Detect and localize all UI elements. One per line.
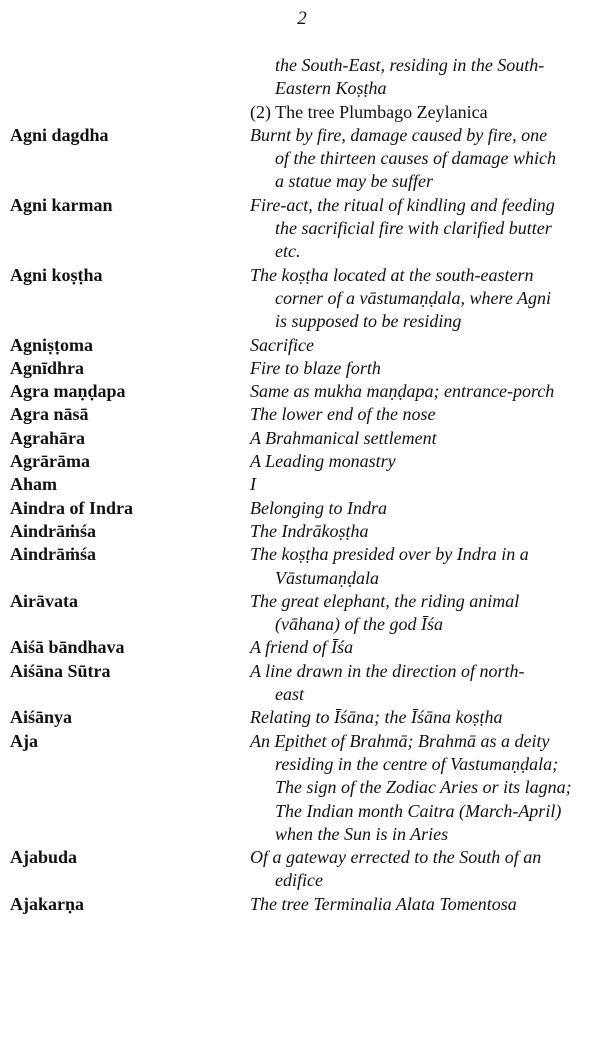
definition-line: Of a gateway errected to the South of an: [250, 847, 542, 868]
definition-line: Fire to blaze forth: [250, 357, 381, 378]
definition-line: A Brahmanical settlement: [250, 427, 437, 448]
glossary-term: Aja: [10, 730, 38, 751]
glossary-definition: [250, 380, 592, 403]
glossary-definition-continuation: [250, 54, 592, 101]
glossary-definition: [250, 403, 592, 426]
glossary-term: Agni dagdha: [10, 124, 109, 145]
glossary-term: Aiśāna Sūtra: [10, 660, 111, 681]
glossary-entry: [10, 334, 592, 357]
glossary-entry: [10, 357, 592, 380]
definition-line: residing in the centre of Vastumaṇḍala;: [275, 753, 559, 774]
glossary-definition: [250, 473, 592, 496]
glossary-entry-sense-2: [10, 101, 592, 124]
definition-line: Fire-act, the ritual of kindling and feeding: [250, 194, 555, 215]
glossary-term: Agniṣṭoma: [10, 334, 94, 355]
glossary-entry: [10, 194, 592, 264]
definition-line: Eastern Koṣṭha: [275, 78, 387, 99]
glossary-term: Aiśā bāndhava: [10, 637, 125, 658]
glossary-entry: [10, 473, 592, 496]
definition-line: of the thirteen causes of damage which: [275, 148, 556, 169]
definition-line: The koṣṭha located at the south-eastern: [250, 264, 534, 285]
glossary-entries: [10, 124, 592, 916]
glossary-definition: [250, 706, 592, 729]
definition-line: Sacrifice: [250, 334, 314, 355]
glossary-term: Agra maṇḍapa: [10, 381, 126, 402]
glossary-term: Agni karman: [10, 194, 113, 215]
glossary-definition: [250, 427, 592, 450]
definition-line: corner of a vāstumaṇḍala, where Agni: [275, 287, 551, 308]
definition-line: An Epithet of Brahmā; Brahmā as a deity: [250, 730, 550, 751]
glossary-entry: [10, 427, 592, 450]
glossary-list: [10, 54, 592, 916]
glossary-entry: [10, 264, 592, 334]
glossary-term: Agnīdhra: [10, 357, 85, 378]
definition-line: Burnt by fire, damage caused by fire, one: [250, 124, 548, 145]
glossary-term: Aindrāṁśa: [10, 520, 97, 541]
definition-line: edifice: [275, 870, 323, 891]
definition-line: The tree Terminalia Alata Tomentosa: [250, 893, 517, 914]
definition-line: The sign of the Zodiac Aries or its lagna;: [275, 777, 572, 798]
glossary-entry: [10, 124, 592, 194]
definition-line: The Indian month Caitra (March-April): [275, 800, 562, 821]
glossary-term: Aham: [10, 474, 58, 495]
definition-line: Relating to Īśāna; the Īśāna koṣṭha: [250, 707, 503, 728]
glossary-entry: [10, 590, 592, 637]
glossary-definition: [250, 893, 592, 916]
glossary-entry: [10, 520, 592, 543]
definition-line: A Leading monastry: [250, 451, 396, 472]
glossary-term: Agrahāra: [10, 427, 85, 448]
glossary-definition: [250, 497, 592, 520]
glossary-entry-continuation: [10, 54, 592, 101]
glossary-definition: [250, 590, 592, 637]
glossary-definition-sense-2: [250, 101, 592, 124]
definition-line: Vāstumaṇḍala: [275, 567, 380, 588]
glossary-entry: [10, 450, 592, 473]
glossary-term: Aindra of Indra: [10, 497, 134, 518]
glossary-entry: [10, 846, 592, 893]
definition-line: The great elephant, the riding animal: [250, 590, 520, 611]
glossary-entry: [10, 660, 592, 707]
glossary-term: Agra nāsā: [10, 404, 89, 425]
definition-line: (vāhana) of the god Īśa: [275, 614, 443, 635]
glossary-entry: [10, 636, 592, 659]
definition-line: The koṣṭha presided over by Indra in a: [250, 544, 529, 565]
glossary-definition: [250, 264, 592, 334]
definition-line: I: [250, 474, 256, 495]
glossary-definition: [250, 846, 592, 893]
definition-line: etc.: [275, 241, 301, 262]
glossary-entry: [10, 543, 592, 590]
glossary-entry: [10, 893, 592, 916]
glossary-definition: [250, 124, 592, 194]
definition-line: east: [275, 684, 304, 705]
definition-line: is supposed to be residing: [275, 311, 462, 332]
glossary-definition: [250, 636, 592, 659]
definition-line: The lower end of the nose: [250, 404, 436, 425]
glossary-term: Agrārāma: [10, 451, 90, 472]
glossary-definition: [250, 334, 592, 357]
glossary-definition: [250, 543, 592, 590]
glossary-definition: [250, 450, 592, 473]
glossary-entry: [10, 380, 592, 403]
definition-line: a statue may be suffer: [275, 171, 433, 192]
glossary-entry: [10, 730, 592, 846]
page-number: 2: [297, 8, 307, 29]
glossary-definition: [250, 520, 592, 543]
definition-line: when the Sun is in Aries: [275, 823, 449, 844]
definition-line: (2) The tree Plumbago Zeylanica: [250, 101, 488, 122]
definition-line: the sacrificial fire with clarified butter: [275, 218, 552, 239]
glossary-term: Aiśānya: [10, 707, 73, 728]
glossary-term: Agni koṣṭha: [10, 264, 103, 285]
glossary-definition: [250, 730, 592, 846]
glossary-entry: [10, 497, 592, 520]
glossary-entry: [10, 706, 592, 729]
glossary-term: Airāvata: [10, 590, 78, 611]
glossary-definition: [250, 660, 592, 707]
definition-line: Belonging to Indra: [250, 497, 387, 518]
definition-line: the South-East, residing in the South-: [275, 55, 545, 75]
glossary-definition: [250, 357, 592, 380]
definition-line: A line drawn in the direction of north-: [250, 660, 525, 681]
definition-line: The Indrākoṣṭha: [250, 520, 369, 541]
definition-line: Same as mukha maṇḍapa; entrance-porch: [250, 381, 555, 402]
glossary-term: Ajakarṇa: [10, 893, 85, 914]
glossary-term: Ajabuda: [10, 847, 78, 868]
glossary-term: Aindrāṁśa: [10, 544, 97, 565]
glossary-definition: [250, 194, 592, 264]
definition-line: A friend of Īśa: [250, 637, 354, 658]
glossary-entry: [10, 403, 592, 426]
